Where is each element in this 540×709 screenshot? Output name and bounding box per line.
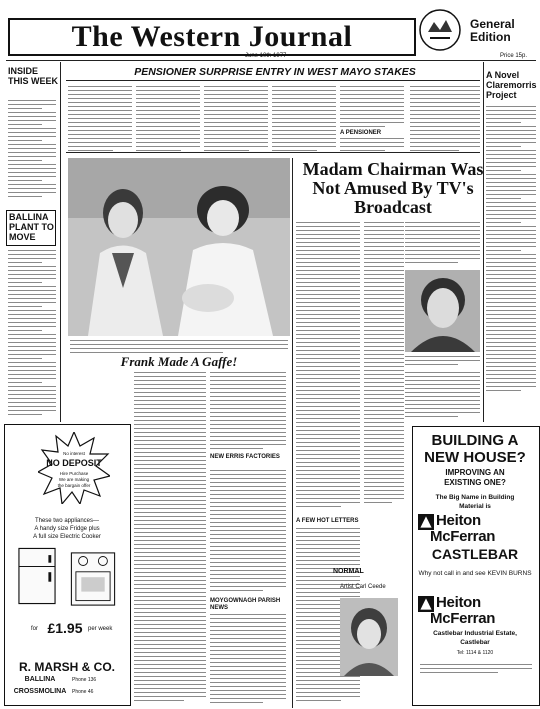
madam-col-3 (405, 222, 480, 266)
portrait-photo (405, 270, 480, 352)
issue-date: June 10th 1977 (245, 53, 287, 59)
artist-caption: Artist Carl Ceede (340, 584, 386, 590)
heiton-line-4: EXISTING ONE? (444, 478, 506, 487)
heiton-phone: Tel: 1114 & 1120 (456, 650, 494, 656)
marsh-name: R. MARSH & CO. (19, 660, 115, 674)
heiton-estate: Castlebar Industrial Estate, (433, 630, 517, 637)
heiton-logo-1: Heiton (436, 512, 481, 529)
madam-col-3b (405, 372, 480, 420)
novel-body-text (486, 106, 536, 394)
marsh-phone-1: Phone 136 (72, 677, 97, 683)
marsh-town-1: BALLINA (24, 676, 56, 683)
pensioner-col-3 (204, 86, 268, 154)
burst-line-3: Hire Purchase (59, 471, 89, 476)
frank-col-1 (134, 372, 206, 704)
few-letters-subhead: A FEW HOT LETTERS (296, 518, 359, 524)
normal-subhead: NORMAL (333, 568, 364, 575)
heiton-hours (420, 664, 532, 676)
new-factories-subhead: NEW ERRIS FACTORIES (210, 454, 280, 460)
fridge-icon (18, 546, 56, 606)
price-suffix: per week (88, 626, 113, 632)
wedding-photo (68, 158, 290, 336)
heiton-line-3: IMPROVING AN (445, 468, 505, 477)
marsh-line-2: A handy size Fridge plus (34, 526, 100, 532)
masthead-title: The Western Journal (8, 18, 416, 56)
artist-portrait-photo (340, 598, 398, 676)
madam-chairman-headline: Madam Chairman Was Not Amused By TV's Broadcast (302, 159, 484, 217)
pensioner-col-1 (68, 86, 132, 154)
heiton-logo-2b: McFerran (430, 610, 496, 627)
heiton-line-5: The Big Name in Building (435, 494, 515, 501)
burst-no-deposit: NO DEPOSIT (46, 458, 102, 468)
ballina-headline: BALLINA PLANT TO MOVE (9, 212, 54, 242)
pensioner-col-4 (272, 86, 336, 154)
ballina-body-text (8, 250, 56, 418)
cooker-icon (70, 552, 116, 606)
heiton-logo-1b: Heiton (436, 594, 481, 611)
burst-line-1: No interest (63, 451, 85, 456)
edition-label: General Edition (470, 17, 515, 44)
masthead-rule (6, 60, 536, 61)
frank-headline: Frank Made A Gaffe! (120, 354, 238, 369)
portrait-caption (405, 356, 480, 368)
crest-icon (418, 8, 462, 52)
heiton-line-1: BUILDING A (431, 432, 519, 449)
inside-this-week-heading: INSIDE THIS WEEK (8, 66, 59, 86)
heiton-line-2: NEW HOUSE? (424, 449, 526, 466)
starburst-icon (38, 432, 110, 504)
heiton-estate-town: Castlebar (460, 639, 490, 646)
frank-col-2b (210, 470, 286, 594)
marsh-phone-2: Phone 46 (72, 689, 94, 695)
pensioner-headline: PENSIONER SURPRISE ENTRY IN WEST MAYO STAKES (134, 66, 416, 78)
heiton-logo-2: McFerran (430, 528, 496, 545)
pensioner-col-5 (340, 86, 404, 130)
burst-line-5: the bargain offer (57, 483, 91, 488)
price-amount: £1.95 (47, 620, 83, 636)
heiton-line-6: Material is (459, 503, 491, 510)
marsh-line-3: A full size Electric Cooker (33, 534, 101, 540)
madam-col-2 (364, 222, 404, 506)
novel-project-headline: A Novel Claremorris Project (486, 70, 537, 100)
frank-col-2 (210, 372, 286, 452)
frank-col-2c (210, 614, 286, 706)
heiton-call: Why not call in and see KEVIN BURNS (418, 570, 532, 577)
marsh-town-2: CROSSMOLINA (13, 688, 67, 695)
burst-line-4: We are making (58, 477, 90, 482)
madam-col-1 (296, 222, 360, 510)
pensioner-col-6 (410, 86, 480, 154)
price-prefix: for (30, 626, 38, 632)
heiton-town: CASTLEBAR (431, 546, 519, 562)
pensioner-subhead: A PENSIONER (340, 130, 382, 136)
moygownagh-subhead: MOYGOWNAGH PARISH NEWS (210, 598, 281, 611)
pensioner-col-2 (136, 86, 200, 154)
inside-body-text (8, 100, 56, 200)
marsh-intro: These two appliances— (34, 518, 100, 524)
issue-price: Price 15p. (500, 53, 528, 59)
